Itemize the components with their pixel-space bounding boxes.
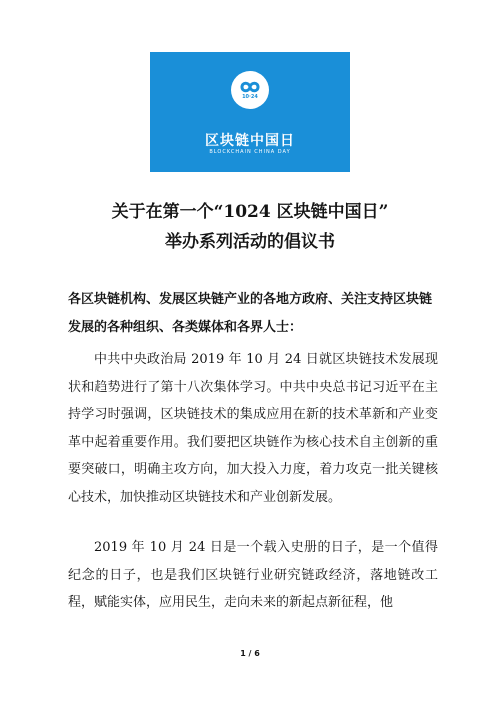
logo-title-cn: 区块链中国日: [205, 133, 295, 149]
logo-emblem: [231, 71, 269, 109]
document-title-line-2: 举办系列活动的倡议书: [165, 232, 335, 252]
body-paragraph-2: 2019 年 10 月 24 日是一个载入史册的日子，是一个值得纪念的日子，也是我们区块链行业研究链政经济，落地链改工程，赋能实体，应用民生，走向未来的新起点新征程，他: [68, 540, 438, 610]
salutation: 各区块链机构、发展区块链产业的各地方政府、关注支持区块链发展的各种组织、各类媒体和各界人士：: [68, 292, 433, 335]
infinity-icon: [231, 71, 269, 109]
body-paragraph-1: 中共中央政治局 2019 年 10 月 24 日就区块链技术发展现状和趋势进行了第十八次集体学习。中共中央总书记习近平在主持学习时强调，区块链技术的集成应用在新的技术革新和产业变革中起着重要作用。我们要把区块链作为核心技术自主创新的重要突破口，明确主攻方向，加大投入力度，着力攻克一批关键核心技术，加快推动区块链技术和产业创新发展。: [68, 352, 438, 505]
page-indicator: 1 / 6: [240, 649, 260, 658]
blockchain-china-day-logo: [150, 52, 350, 172]
logo-title-en: BLOCKCHAIN CHINA DAY: [209, 149, 291, 155]
logo-number: 10·24: [242, 94, 258, 100]
document-title-line-1: 关于在第一个“1024 区块链中国日”: [111, 202, 389, 222]
